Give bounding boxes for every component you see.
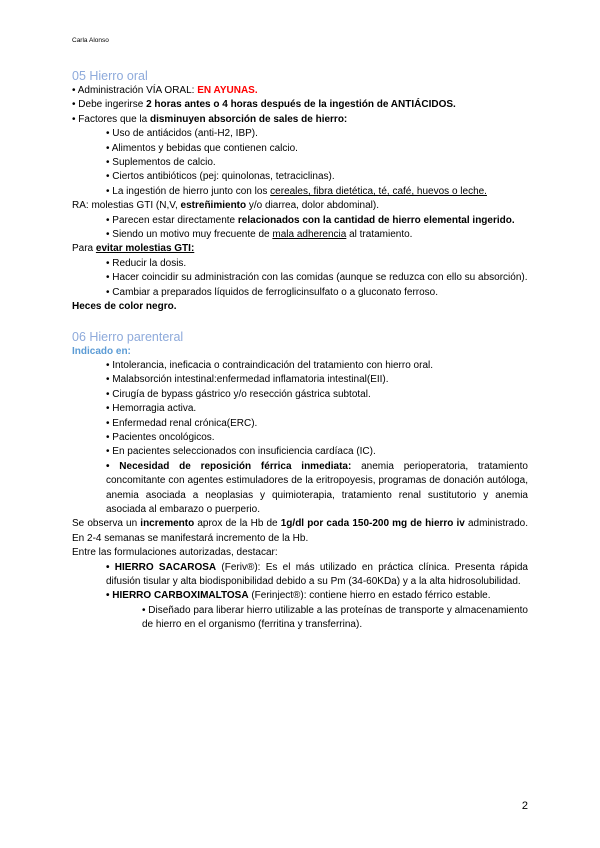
factor-item: • Ciertos antibióticos (pej: quinolonas, tetraciclinas). (106, 171, 335, 183)
ra-item: • Siendo un motivo muy frecuente de mala adherencia al tratamiento. (106, 229, 413, 241)
ra-line: RA: molestias GTI (N,V, estreñimiento y/o diarrea, dolor abdominal). (72, 200, 379, 212)
factor-item: • Suplementos de calcio. (106, 157, 216, 169)
observation-line: Se observa un incremento aprox de la Hb de 1g/dl por cada 150-200 mg de hierro iv administrado. En 2-4 semanas se manifestará incremento de la Hb. (72, 518, 529, 544)
indication-item: • Cirugía de bypass gástrico y/o resección gástrica subtotal. (106, 388, 371, 400)
page-number: 2 (521, 800, 528, 812)
factors-line: • Factores que la disminuyen absorción de sales de hierro: (72, 113, 348, 125)
section-title-hierro-oral: 05 Hierro oral (72, 69, 148, 83)
heces-line: Heces de color negro. (72, 301, 177, 313)
indication-item: • En pacientes seleccionados con insuficiencia cardíaca (IC). (106, 446, 376, 458)
avoid-item: • Cambiar a preparados líquidos de ferroglicinsulfato o a gluconato ferroso. (106, 286, 439, 298)
author-header: Carla Alonso (72, 37, 109, 44)
formulations-intro: Entre las formulaciones autorizadas, destacar: (72, 547, 278, 559)
indication-item: • Intolerancia, ineficacia o contraindicación del tratamiento con hierro oral. (106, 359, 434, 371)
factor-item: • Uso de antiácidos (anti-H2, IBP). (106, 128, 258, 140)
indication-item: • Enfermedad renal crónica(ERC). (106, 417, 258, 429)
factor-item: • Alimentos y bebidas que contienen calcio. (106, 142, 298, 154)
formulation-carboximaltosa: • HIERRO CARBOXIMALTOSA (Ferinject®): contiene hierro en estado férrico estable. (106, 590, 491, 602)
section-title-hierro-parenteral: 06 Hierro parenteral (72, 329, 184, 344)
indicado-subtitle: Indicado en: (72, 345, 131, 357)
indication-item: • Hemorragia activa. (106, 403, 197, 415)
avoid-line: Para evitar molestias GTI: (72, 243, 195, 255)
need-item: • Necesidad de reposición férrica inmediata: anemia perioperatoria, tratamiento concomitante con agentes estimuladores de la eritropoyesis, programas de donación autóloga, anemia asociada a neoplasias y quimioterapia, tratamiento renal sustitutorio y anemia asociada al embarazo o puerperio. (106, 460, 528, 515)
ingest-line: • Debe ingerirse 2 horas antes o 4 horas después de la ingestión de ANTIÁCIDOS. (72, 99, 456, 111)
formulation-sacarosa: • HIERRO SACAROSA (Feriv®): Es el más utilizado en práctica clínica. Presenta rápida difusión tisular y alta biodisponibilidad debido a su Pm (34-60KDa) y a la alta hidrosolubilidad. (106, 561, 528, 587)
ra-item: • Parecen estar directamente relacionados con la cantidad de hierro elemental ingerido. (106, 214, 515, 226)
avoid-item: • Hacer coincidir su administración con las comidas (aunque se reduzca con ello su absorción). (106, 272, 528, 284)
document-body (72, 68, 528, 633)
indication-item: • Malabsorción intestinal:enfermedad inflamatoria intestinal(EII). (106, 374, 389, 386)
carboximaltosa-detail: • Diseñado para liberar hierro utilizable a las proteínas de transporte y almacenamiento de hierro en el organismo (ferritina y transferrina). (142, 604, 528, 631)
indication-item: • Pacientes oncológicos. (106, 431, 215, 443)
admin-line: • Administración VÍA ORAL: EN AYUNAS. (72, 85, 258, 96)
factor-item: • La ingestión de hierro junto con los cereales, fibra dietética, té, café, huevos o leche. (106, 185, 487, 197)
avoid-item: • Reducir la dosis. (106, 257, 187, 269)
